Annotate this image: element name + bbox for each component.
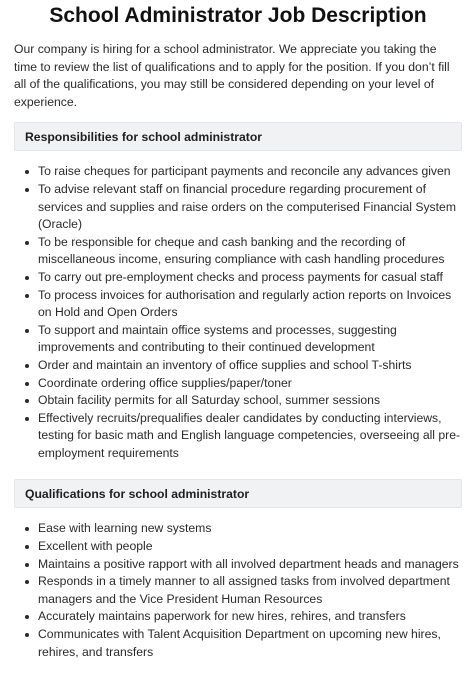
responsibilities-heading: Responsibilities for school administrator — [14, 122, 462, 151]
responsibility-item: To raise cheques for participant payments and reconcile any advances given — [38, 163, 462, 181]
intro-paragraph: Our company is hiring for a school administrator. We appreciate you taking the time to review the list of qualifications and to apply for the position. If you don’t fill all of the qualifications, you may still be considered depending on your level of experience. — [14, 42, 450, 109]
responsibility-item: To support and maintain office systems and processes, suggesting improvements and contributing to their continued development — [38, 322, 462, 357]
qualifications-heading: Qualifications for school administrator — [14, 479, 462, 508]
qualification-item: Excellent with people — [38, 538, 462, 556]
responsibility-item: Effectively recruits/prequalifies dealer candidates by conducting interviews, testing for basic math and English language competencies, overseeing all pre-employment requirements — [38, 410, 462, 463]
qualification-item: Responds in a timely manner to all assigned tasks from involved department managers and the Vice President Human Resources — [38, 573, 462, 608]
qualifications-list — [14, 520, 462, 661]
responsibility-item: Obtain facility permits for all Saturday school, summer sessions — [38, 392, 462, 410]
qualification-item: Ease with learning new systems — [38, 520, 462, 538]
responsibility-item: To carry out pre-employment checks and process payments for casual staff — [38, 269, 462, 287]
responsibility-item: Coordinate ordering office supplies/paper/toner — [38, 375, 462, 393]
page-title: School Administrator Job Description — [49, 4, 427, 27]
responsibilities-list — [14, 163, 462, 462]
responsibility-item: To process invoices for authorisation and regularly action reports on Invoices on Hold and Open Orders — [38, 287, 462, 322]
qualification-item: Maintains a positive rapport with all involved department heads and managers — [38, 556, 462, 574]
qualification-item: Communicates with Talent Acquisition Department on upcoming new hires, rehires, and transfers — [38, 626, 462, 661]
responsibility-item: Order and maintain an inventory of office supplies and school T-shirts — [38, 357, 462, 375]
responsibility-item: To advise relevant staff on financial procedure regarding procurement of services and supplies and raise orders on the computerised Financial System (Oracle) — [38, 181, 462, 234]
qualification-item: Accurately maintains paperwork for new hires, rehires, and transfers — [38, 608, 462, 626]
responsibility-item: To be responsible for cheque and cash banking and the recording of miscellaneous income, ensuring compliance with cash handling procedures — [38, 234, 462, 269]
